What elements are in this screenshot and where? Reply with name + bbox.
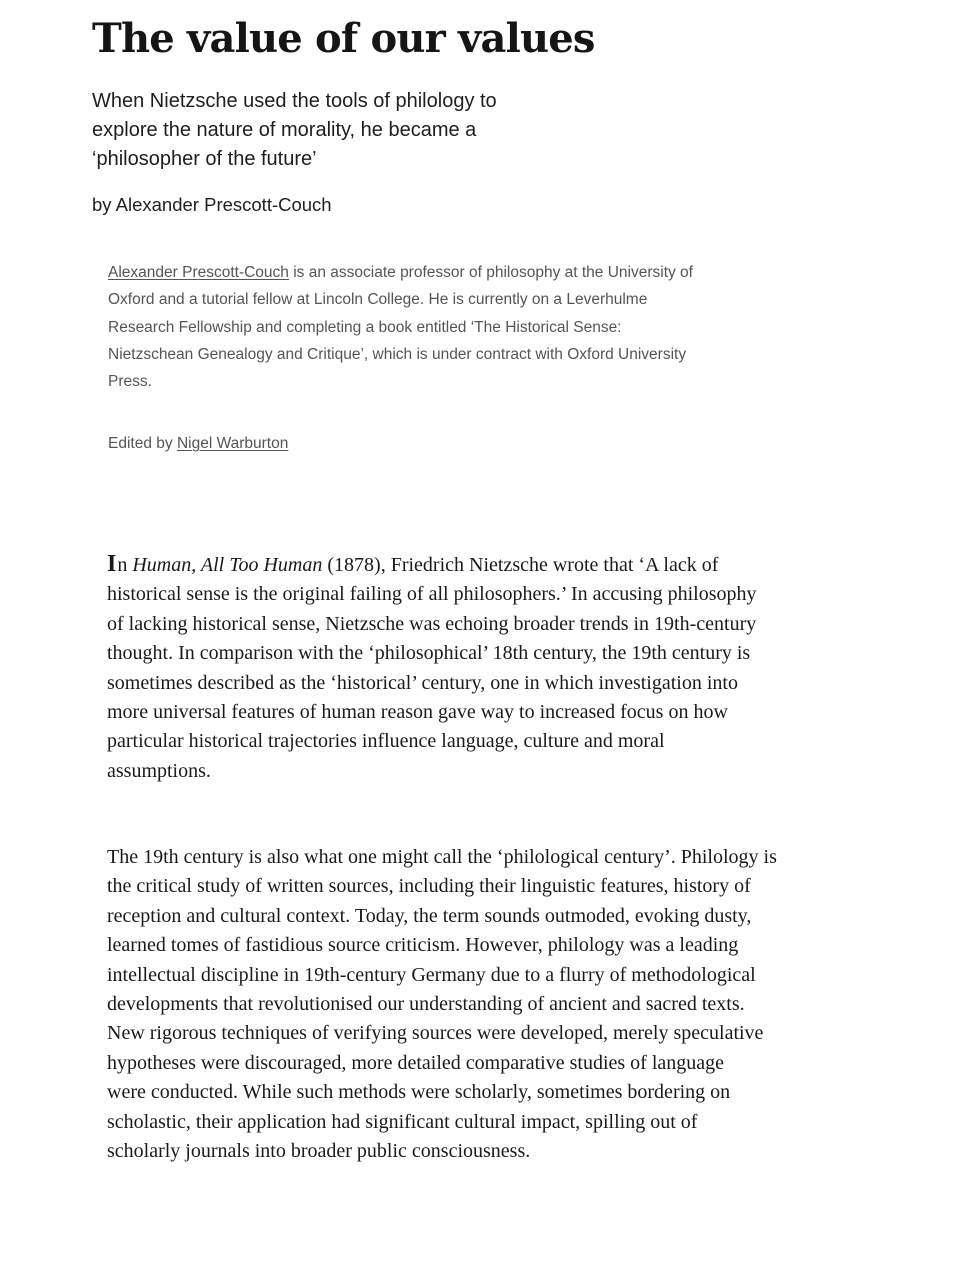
paragraph-line: scholarly journals into broader public consciousness. [107,1140,531,1163]
editor-credit [108,431,288,457]
paragraph-line: intellectual discipline in 19th-century Germany due to a flurry of methodological [107,963,756,986]
paragraph-text: (1878), Friedrich Nietzsche wrote that ‘A lack of [322,554,719,576]
paragraph-line: more universal features of human reason gave way to increased focus on how [107,701,728,724]
paragraph-line: of lacking historical sense, Nietzsche was echoing broader trends in 19th-century [107,612,757,635]
editor-link[interactable]: Nigel Warburton [176,435,289,452]
paragraph-line: scholastic, their application had significant cultural impact, spilling out of [107,1110,698,1133]
paragraph-line: learned tomes of fastidious source criticism. However, philology was a leading [107,934,739,957]
paragraph-line [107,550,757,580]
paragraph-line: were conducted. While such methods were scholarly, sometimes bordering on [107,1081,731,1104]
author-link[interactable]: Alexander Prescott-Couch [108,264,289,281]
body-paragraph-1 [107,550,757,786]
article-byline: by Alexander Prescott-Couch [92,194,332,215]
paragraph-line: assumptions. [107,759,211,782]
paragraph-line: historical sense is the original failing of all philosophers.’ In accusing philosophy [107,583,757,606]
paragraph-line: reception and cultural context. Today, the term sounds outmoded, evoking dusty, [107,904,752,927]
paragraph-line: New rigorous techniques of verifying sources were developed, merely speculative [107,1022,764,1045]
drop-cap: I [107,551,118,577]
paragraph-line: particular historical trajectories influence language, culture and moral [107,730,665,753]
standfirst-line: ‘philosopher of the future’ [92,148,317,170]
paragraph-line: hypotheses were discouraged, more detailed comparative studies of language [107,1051,725,1074]
bio-line: Press. [108,373,152,391]
paragraph-line: sometimes described as the ‘historical’ century, one in which investigation into [107,671,738,694]
standfirst-line: explore the nature of morality, he became a [92,119,477,141]
bio-line [108,259,693,286]
article-title: The value of our values [92,15,595,62]
paragraph-line: The 19th century is also what one might call the ‘philological century’. Philology is [107,846,777,868]
bio-line: Nietzschean Genealogy and Critique’, which is under contract with Oxford University [108,345,687,363]
paragraph-line: developments that revolutionised our understanding of ancient and sacred texts. [107,993,745,1016]
paragraph-line: the critical study of written sources, including their linguistic features, history of [107,875,751,898]
article-standfirst [92,87,572,174]
paragraph-line: thought. In comparison with the ‘philosophical’ 18th century, the 19th century is [107,642,751,665]
editor-prefix: Edited by [108,435,177,452]
book-title: Human, All Too Human [132,554,323,576]
paragraph-text: n [117,554,133,576]
author-bio [108,259,693,395]
bio-line-text: is an associate professor of philosophy at the University of [288,264,693,281]
body-paragraph-2 [107,843,777,1166]
bio-line: Research Fellowship and completing a book entitled ‘The Historical Sense: [108,318,622,336]
bio-line: Oxford and a tutorial fellow at Lincoln College. He is currently on a Leverhulme [108,291,648,309]
standfirst-line: When Nietzsche used the tools of philology to [92,90,497,112]
